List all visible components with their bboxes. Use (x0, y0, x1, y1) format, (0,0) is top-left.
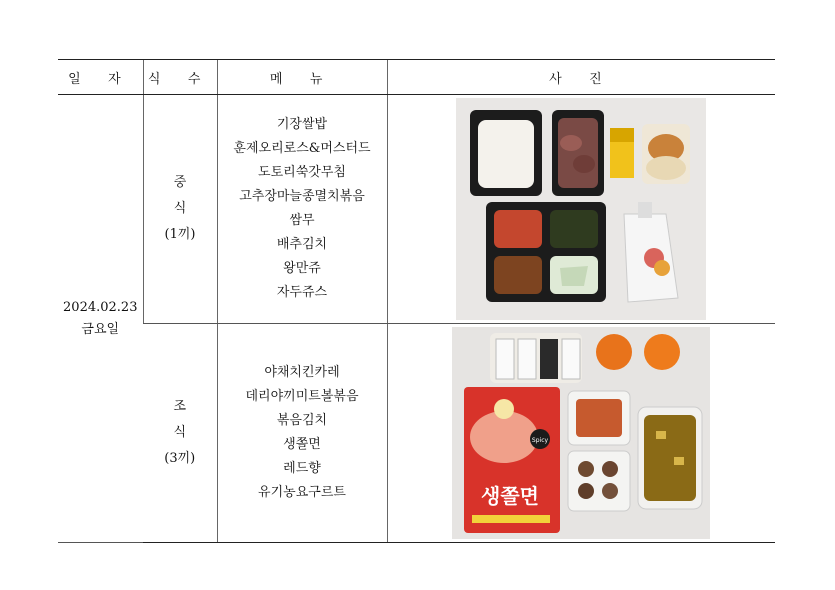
menu-item: 유기농요구르트 (258, 485, 346, 500)
meal-name: 조 식 (173, 399, 198, 440)
menu-item: 기장쌀밥 (276, 117, 328, 132)
date-cell (58, 95, 143, 543)
menu-item: 레드향 (283, 461, 321, 476)
meal-type-breakfast (143, 324, 217, 543)
table-row-breakfast (58, 324, 775, 543)
menu-list-lunch (217, 95, 387, 324)
table-row-lunch (58, 95, 775, 324)
weekday-text: 금요일 (81, 321, 120, 337)
package-title: 생쫄면 (481, 484, 540, 508)
breakfast-photo (452, 327, 710, 539)
package-tag: Spicy (532, 437, 549, 444)
menu-item: 생쫄면 (283, 437, 321, 452)
menu-item: 데리야끼미트볼볶음 (245, 389, 359, 404)
meal-name: 중 식 (173, 175, 198, 216)
menu-item: 볶음김치 (276, 413, 328, 428)
lunch-photo (456, 98, 706, 320)
menu-item: 배추김치 (276, 237, 328, 252)
header-menu: 메 뉴 (217, 60, 387, 95)
menu-item: 고추장마늘종멸치볶음 (239, 189, 365, 204)
menu-list-breakfast (217, 324, 387, 543)
meal-menu-table (58, 59, 775, 543)
meal-type-lunch (143, 95, 217, 324)
header-date: 일 자 (58, 60, 143, 95)
date-text: 2024.02.23 (63, 299, 138, 315)
menu-item: 도토리쑥갓무침 (258, 165, 346, 180)
header-meal: 식 수 (143, 60, 217, 95)
photo-cell-lunch (387, 95, 775, 324)
menu-item: 훈제오리로스&머스터드 (233, 141, 371, 156)
photo-cell-breakfast (387, 324, 775, 543)
meal-count: (3끼) (164, 451, 196, 466)
menu-item: 자두쥬스 (276, 285, 328, 300)
menu-item: 왕만쥬 (283, 261, 321, 276)
header-photo: 사 진 (387, 60, 775, 95)
menu-item: 야채치킨카레 (264, 365, 340, 380)
meal-count: (1끼) (164, 227, 196, 242)
menu-item: 쌈무 (289, 213, 315, 228)
header-row (58, 60, 775, 95)
